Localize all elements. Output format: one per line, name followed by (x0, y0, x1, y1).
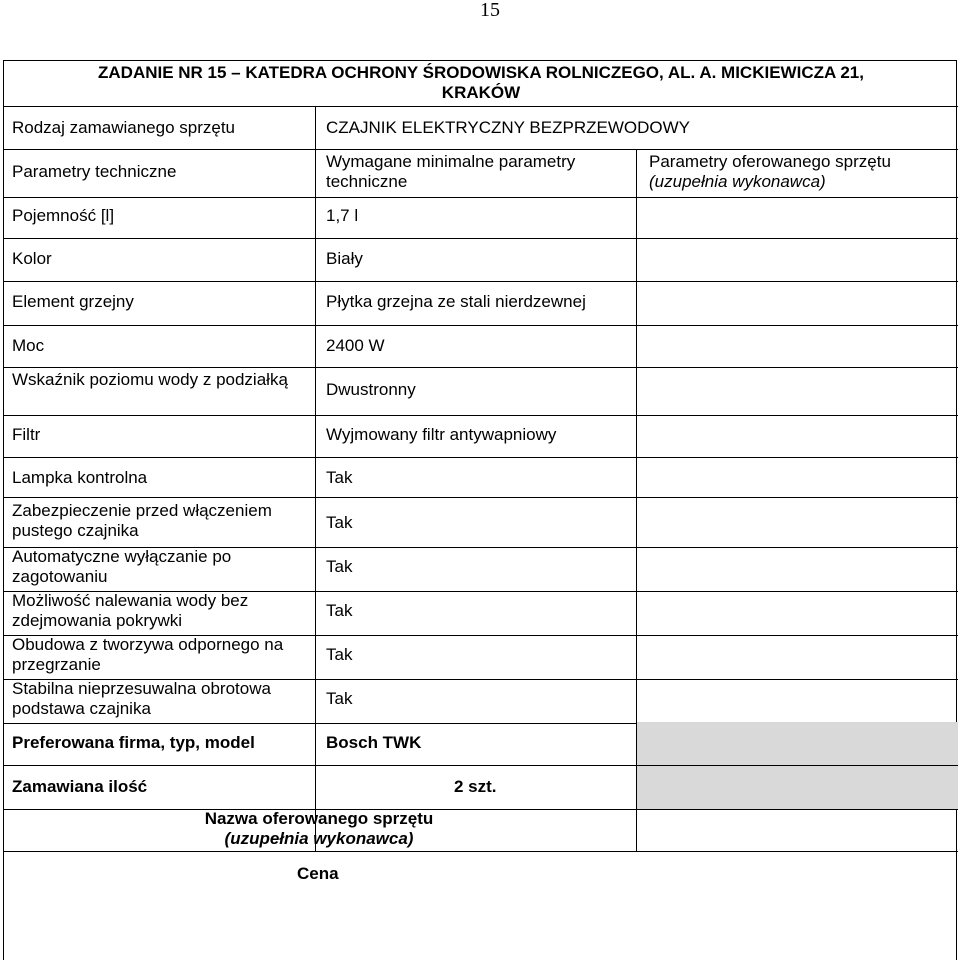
column-rule (636, 809, 637, 851)
row-value-housing: Tak (326, 645, 353, 664)
column-rule (636, 149, 637, 765)
column-rule (315, 106, 316, 765)
specification-table (3, 60, 957, 960)
row-param-dry-protection: Zabezpieczenie przed włączeniem pustego czajnika (12, 501, 272, 540)
row-value-base: Tak (326, 689, 353, 708)
preferred-model-value: Bosch TWK (326, 733, 422, 752)
rule (4, 851, 958, 852)
title-line-2: KRAKÓW (441, 83, 521, 102)
rule (4, 415, 958, 416)
price-label: Cena (297, 864, 339, 883)
title-line-1: ZADANIE NR 15 – KATEDRA OCHRONY ŚRODOWISKA ROLNICZEGO, AL. A. MICKIEWICZA 21, (98, 63, 864, 82)
row-param-heating-element: Element grzejny (12, 292, 134, 311)
column-header-offered (649, 152, 954, 192)
row-value-pour-without-lid: Tak (326, 601, 353, 620)
rule (4, 367, 958, 368)
equipment-type-label: Rodzaj zamawianego sprzętu (12, 118, 236, 137)
page-number: 15 (480, 0, 500, 21)
rule (4, 197, 958, 198)
row-param-filter: Filtr (12, 425, 41, 444)
row-param-power: Moc (12, 336, 45, 355)
rule (4, 497, 958, 498)
row-param-capacity: Pojemność [l] (12, 206, 115, 225)
row-param-indicator-lamp: Lampka kontrolna (12, 468, 148, 487)
row-value-dry-protection: Tak (326, 513, 353, 532)
rule (4, 149, 958, 150)
document-title (4, 63, 958, 103)
rule (4, 106, 958, 107)
row-value-heating-element: Płytka grzejna ze stali nierdzewnej (326, 292, 586, 311)
column-header-parameters: Parametry techniczne (12, 162, 177, 181)
rule (4, 238, 958, 239)
row-value-capacity: 1,7 l (326, 206, 359, 225)
row-param-pour-without-lid: Możliwość nalewania wody bez zdejmowania pokrywki (12, 591, 249, 630)
row-value-power: 2400 W (326, 336, 385, 355)
offered-name-line-1: Nazwa oferowanego sprzętu (204, 809, 434, 828)
offered-name-line-2: (uzupełnia wykonawca) (224, 829, 414, 848)
row-value-color: Biały (326, 249, 363, 268)
shaded-cell (637, 722, 958, 765)
equipment-type-value: CZAJNIK ELEKTRYCZNY BEZPRZEWODOWY (326, 118, 690, 137)
column-header-required: Wymagane minimalne parametry techniczne (326, 152, 576, 191)
row-value-water-level: Dwustronny (326, 380, 416, 399)
shaded-cell (637, 766, 958, 809)
rule (4, 325, 958, 326)
row-param-base: Stabilna nieprzesuwalna obrotowa podstawa czajnika (12, 679, 271, 718)
row-value-indicator-lamp: Tak (326, 468, 353, 487)
offered-name-label (124, 809, 514, 849)
row-param-water-level: Wskaźnik poziomu wody z podziałką (12, 370, 288, 389)
row-value-filter: Wyjmowany filtr antywapniowy (326, 425, 557, 444)
preferred-model-label: Preferowana firma, typ, model (12, 733, 255, 752)
column-header-offered-line-2: (uzupełnia wykonawca) (649, 172, 826, 191)
column-rule (315, 765, 316, 809)
rule (4, 457, 958, 458)
quantity-label: Zamawiana ilość (12, 777, 148, 796)
column-header-offered-line-1: Parametry oferowanego sprzętu (649, 152, 891, 171)
rule (4, 281, 958, 282)
row-value-auto-off: Tak (326, 557, 353, 576)
row-param-auto-off: Automatyczne wyłączanie po zagotowaniu (12, 547, 232, 586)
row-param-housing: Obudowa z tworzywa odpornego na przegrzanie (12, 635, 284, 674)
quantity-value: 2 szt. (454, 777, 497, 796)
row-param-color: Kolor (12, 249, 52, 268)
